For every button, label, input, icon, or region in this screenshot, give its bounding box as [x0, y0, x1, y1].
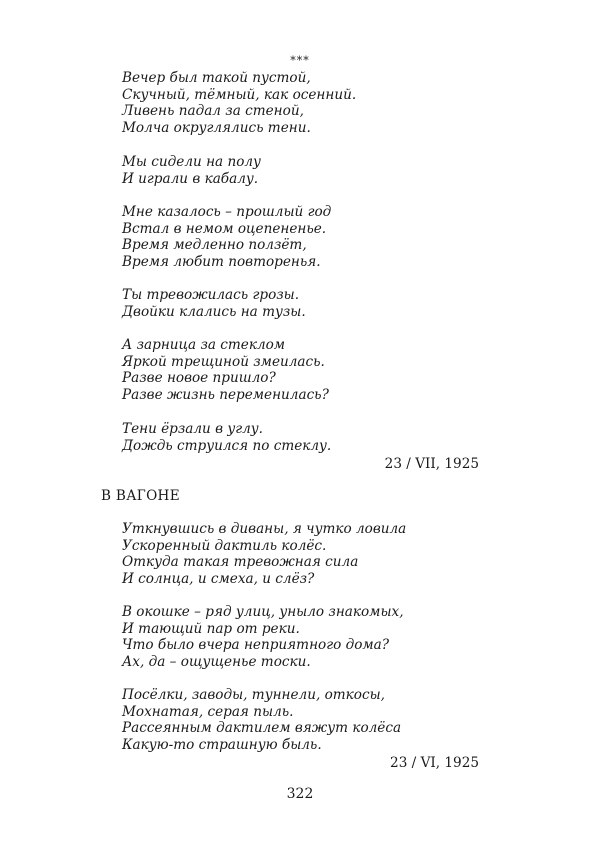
page-number: 322 — [286, 786, 314, 802]
verse-line: Ливень падал за стеной, — [122, 103, 304, 120]
verse-line: Двойки клались на тузы. — [122, 303, 306, 320]
poem1-stanza-6 — [122, 421, 331, 454]
poem2-stanza-2 — [122, 604, 404, 670]
verse-line: Рассеянным дактилем вяжут колёса — [122, 720, 402, 737]
verse-line: Время медленно ползёт, — [122, 237, 307, 254]
poem1-stanza-5 — [122, 337, 329, 403]
verse-line: Молча округлялись тени. — [122, 119, 311, 136]
verse-line: Время любит повторенья. — [122, 253, 321, 270]
verse-line: Скучный, тёмный, как осенний. — [122, 86, 357, 103]
poem1-stanza-2 — [122, 154, 261, 187]
poem1-date: 23 / VII, 1925 — [384, 456, 479, 472]
poem1-stanza-3 — [122, 204, 331, 270]
verse-line: Мы сидели на полу — [122, 154, 261, 170]
poem1-stanza-4 — [122, 287, 306, 320]
poem2-stanza-3 — [122, 687, 401, 753]
verse-line: Уткнувшись в диваны, я чутко ловила — [122, 521, 407, 537]
verse-line: В окошке – ряд улиц, уныло знакомых, — [122, 604, 404, 620]
verse-line: И солнца, и смеха, и слёз? — [122, 570, 315, 587]
verse-line: Встал в немом оцепененье. — [122, 220, 327, 237]
verse-line: А зарница за стеклом — [122, 337, 286, 353]
verse-line: И играли в кабалу. — [122, 170, 259, 187]
verse-line: Мохнатая, серая пыль. — [122, 703, 294, 720]
poem2-title: В ВАГОНЕ — [101, 488, 180, 504]
verse-line: Какую-то страшную быль. — [122, 736, 322, 753]
poem2-stanza-1 — [122, 521, 406, 587]
verse-line: Разве жизнь переменилась? — [122, 386, 329, 403]
poem2-date: 23 / VI, 1925 — [390, 755, 479, 771]
verse-line: Что было вчера неприятного дома? — [122, 637, 390, 654]
verse-line: Мне казалось – прошлый год — [122, 204, 332, 220]
verse-line: Ты тревожилась грозы. — [122, 287, 300, 303]
section-separator: *** — [290, 54, 310, 67]
poem1-stanza-1 — [122, 70, 356, 136]
verse-line: Тени ёрзали в углу. — [122, 421, 263, 437]
verse-line: И тающий пар от реки. — [122, 620, 300, 637]
verse-line: Посёлки, заводы, туннели, откосы, — [122, 687, 385, 703]
verse-line: Вечер был такой пустой, — [122, 70, 311, 86]
verse-line: Дождь струился по стеклу. — [122, 437, 332, 454]
verse-line: Яркой трещиной змеилась. — [122, 353, 325, 370]
verse-line: Разве новое пришло? — [122, 370, 276, 387]
verse-line: Откуда такая тревожная сила — [122, 554, 359, 571]
verse-line: Ускоренный дактиль колёс. — [122, 537, 327, 554]
verse-line: Ах, да – ощущенье тоски. — [122, 653, 311, 670]
